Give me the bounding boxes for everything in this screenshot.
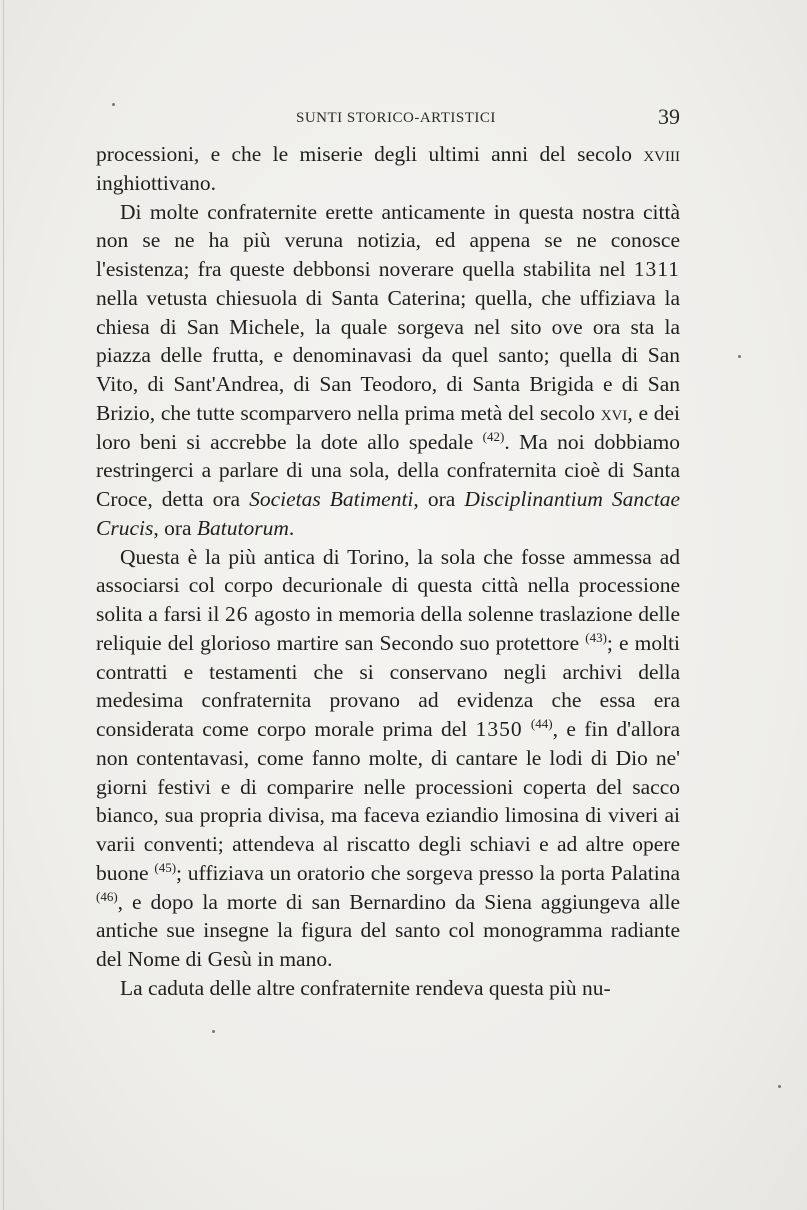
paragraph-1 [96,140,680,198]
text-run: La caduta delle altre confraternite rendeva questa più nu- [120,975,611,1000]
paragraph-2 [96,198,680,543]
year: 1350 [475,717,523,741]
footnote-ref: (46) [96,888,118,904]
text-run: , ora [153,515,197,540]
paper-speck [212,1030,215,1033]
text-run: ; uffiziava un oratorio che sorgeva presso la porta Palatina [176,860,681,885]
footnote-ref: (44) [530,716,553,731]
latin-name: Societas Batimenti [249,487,414,511]
text-run: ; e molti contratti e testamenti che si conservano negli archivi della medesima confraternita provano ad evidenza che essa era considerata come corpo morale prima del [96,630,680,741]
footnote-ref: (42) [482,428,505,444]
running-head: SUNTI STORICO-ARTISTICI [296,110,496,126]
footnote-ref: (43) [585,629,607,645]
page-number: 39 [658,104,680,129]
text-run: , e dei loro beni si accrebbe la dote allo spedale [96,400,681,454]
text-run: processioni, e che le miserie degli ultimi anni del secolo [96,142,644,166]
text-run: Questa è la più antica di Torino, la sola che fosse ammessa ad associarsi col corpo decurionale di questa città nella processione solita a farsi il [96,544,680,626]
latin-name: Disciplinantium Sanctae Crucis [96,487,680,540]
text-run: . Ma noi dobbiamo restringerci a parlare di una sola, della confraternita cioè di Santa Croce, detta ora [96,429,680,511]
body-text [96,140,680,1003]
text-run: Di molte confraternite erette anticamente in questa nostra città non se ne ha più veruna notizia, ed appena se ne conosce l'esistenza; fra queste debbonsi noverare quella stabilita nel [96,199,680,281]
paper-speck [738,355,741,358]
date-day: 26 [225,602,249,626]
text-run: agosto in memoria della solenne traslazione delle reliquie del glorioso martire san Secondo suo protettore [96,602,680,655]
text-run: , e dopo la morte di san Bernardino da Siena aggiungeva alle antiche sue insegne la figura del santo col monogramma radiante del Nome di Gesù in mano. [96,889,680,971]
text-run: . [288,515,295,540]
footnote-ref: (45) [154,859,177,875]
paragraph-4 [96,974,680,1003]
page-header [96,104,680,134]
text-run: nella vetusta chiesuola di Santa Caterina; quella, che uffiziava la chiesa di San Michele, la quale sorgeva nel sito ove ora sta la piazza delle frutta, e denominavasi da quel santo; quella di San Vito, di Sant'Andrea, di San Teodoro, di Santa Brigida e di San Brizio, che tutte scomparvero nella prima metà del secolo [96,285,680,425]
text-run: , ora [413,487,465,511]
text-run: inghiottivano. [96,170,217,195]
paper-speck [778,1085,781,1088]
paper-speck [112,103,115,106]
roman-numeral: xvi [600,400,628,425]
paragraph-3 [96,543,680,974]
roman-numeral: xviii [643,142,680,166]
page-edge-line [3,0,4,1210]
text-run: , e fin d'allora non contentavasi, come fanno molte, di cantare le lodi di Dio ne' giorni festivi e di comparire nelle processioni coperta del sacco bianco, sua propria divisa, ma faceva eziandio limosina di viveri ai varii conventi; attendeva al riscatto degli schiavi e ad altre opere buone [96,717,680,885]
latin-name: Batutorum [196,515,289,540]
year: 1311 [633,257,680,281]
